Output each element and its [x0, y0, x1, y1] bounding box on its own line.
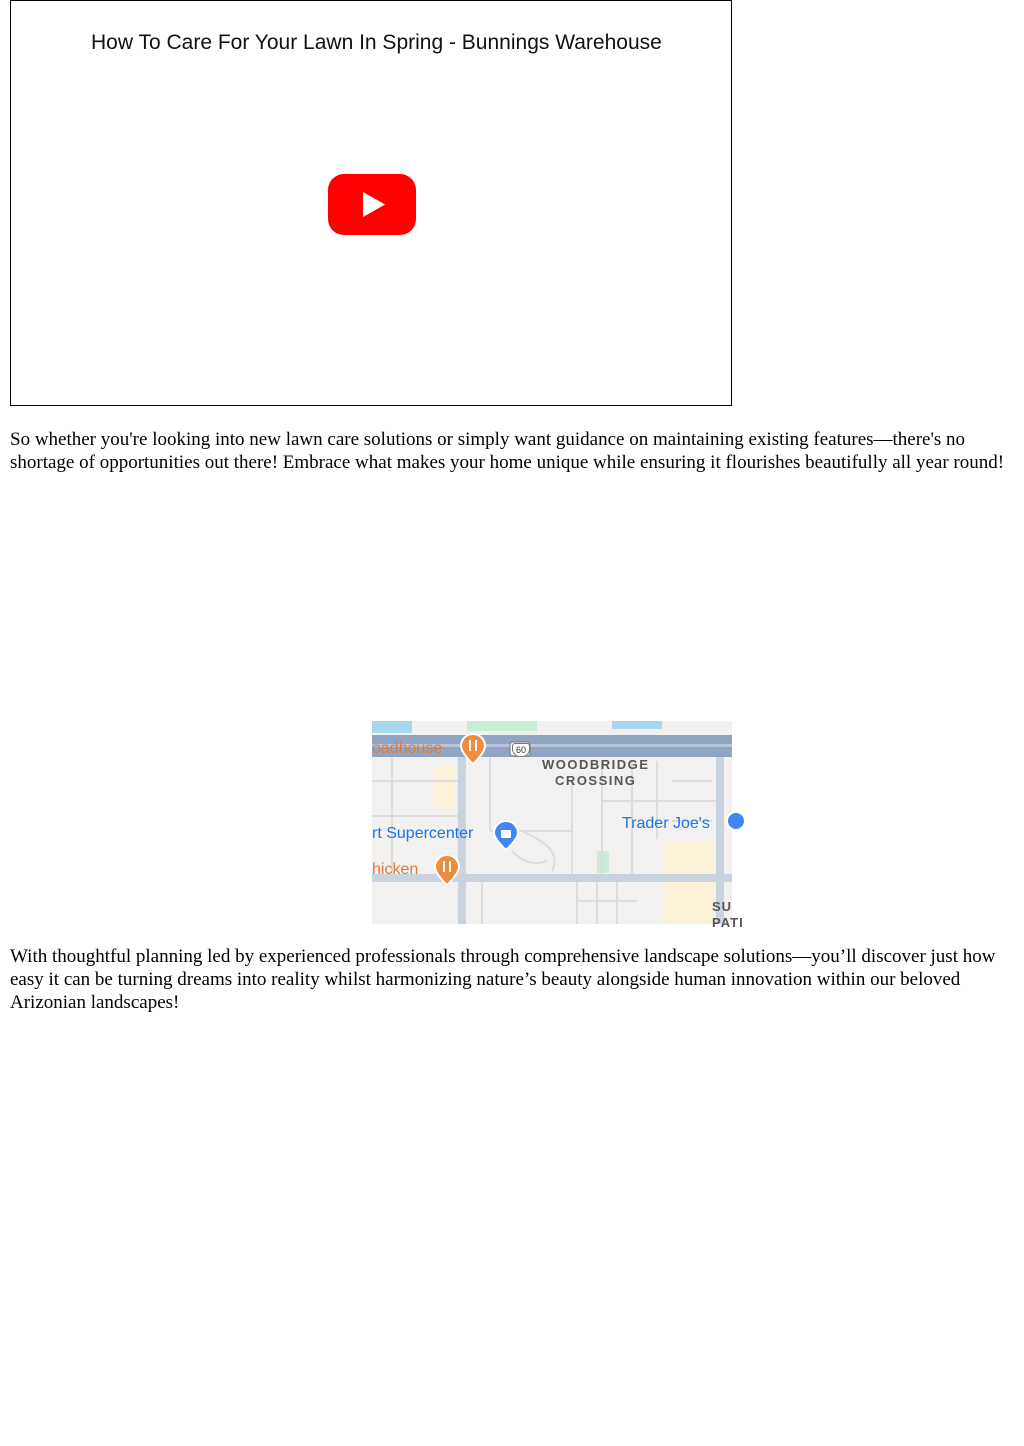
highway-shield: 60 [512, 743, 530, 757]
map-label-supercenter: rt Supercenter [372, 825, 474, 842]
shopping-pin-icon[interactable] [492, 819, 520, 851]
restaurant-pin-icon[interactable] [460, 733, 486, 765]
body-paragraph-1: So whether you're looking into new lawn care solutions or simply want guidance on maintaining existing features—there's no shortage of opportunities out there! Embrace what makes your home unique while ensuring it flourishes beautifully all year round! [10, 429, 1005, 473]
location-map[interactable] [372, 721, 744, 930]
map-label-area-line-1: WOODBRIDGE [542, 757, 650, 772]
body-paragraph-2: With thoughtful planning led by experienced professionals through comprehensive landscape solutions—you’ll discover just how easy it can be turning dreams into reality whilst harmonizing nature’s beauty alongside human innovation within our beloved Arizonian landscapes! [10, 946, 996, 1013]
map-label-corner-line-1: SU [712, 899, 733, 914]
map-label-area-line-2: CROSSING [555, 773, 637, 788]
map-label-corner [712, 899, 744, 931]
map-label-trader-joes: Trader Joe's [622, 815, 710, 832]
map-label-chicken: hicken [372, 861, 419, 878]
restaurant-pin-icon[interactable] [434, 854, 460, 886]
video-title[interactable]: How To Care For Your Lawn In Spring - Bunnings Warehouse [91, 31, 662, 54]
video-embed[interactable] [10, 0, 732, 406]
map-label-roadhouse: oadhouse [372, 740, 443, 757]
shopping-pin-icon[interactable] [726, 811, 746, 839]
map-label-corner-line-2: PATI [712, 915, 744, 930]
map-label-area [542, 757, 649, 789]
youtube-play-icon[interactable] [328, 174, 416, 235]
